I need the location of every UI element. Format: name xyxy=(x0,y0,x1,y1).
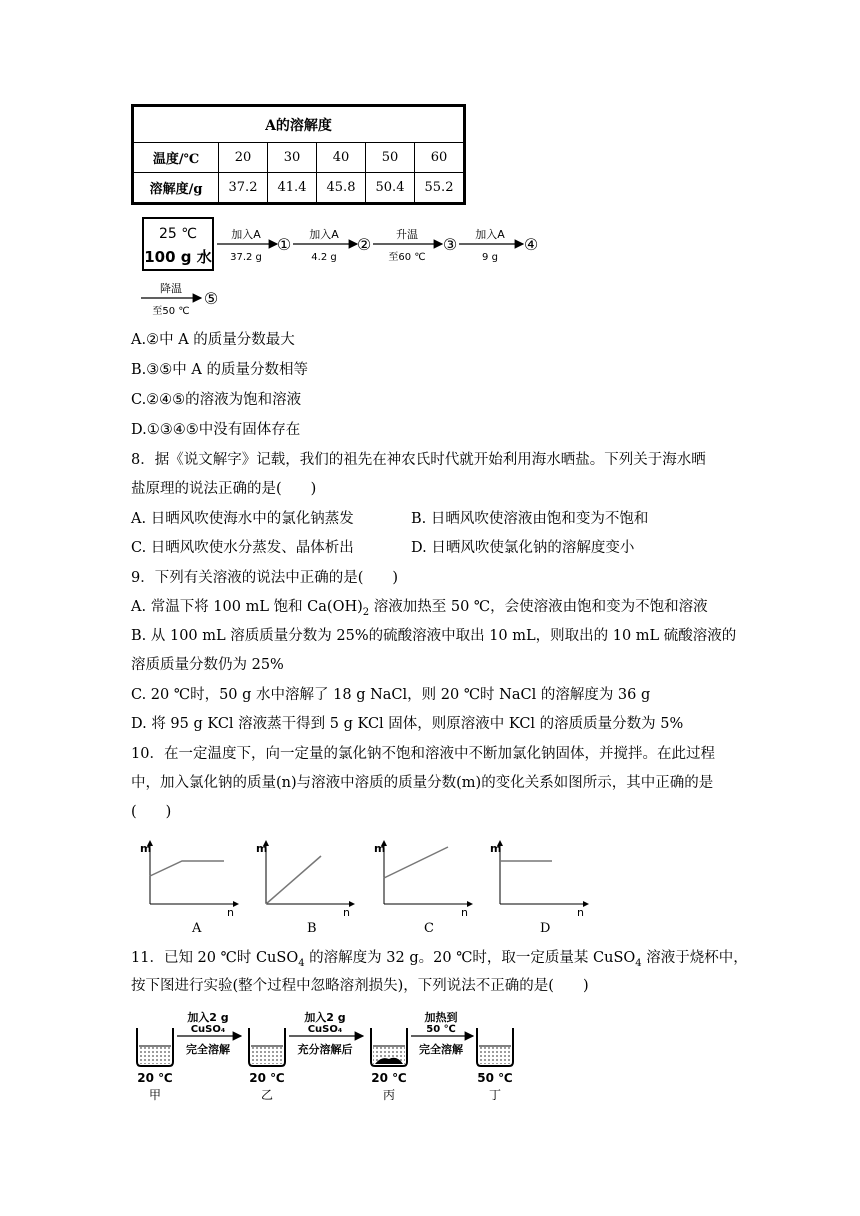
x-axis-label: n xyxy=(343,906,350,918)
q8-option-c: C. 日晒风吹使水分蒸发、晶体析出 xyxy=(131,540,354,556)
step-label: 加入A xyxy=(231,228,261,241)
x-axis-label: n xyxy=(577,906,584,918)
beaker-name: 甲 xyxy=(148,1088,162,1102)
q7-option-c: C.②④⑤的溶液为饱和溶液 xyxy=(131,392,302,408)
graph-label-d: D xyxy=(540,921,551,936)
arrow-label: CuSO₄ xyxy=(190,1024,226,1035)
q11-stem: 11．已知 20 ℃时 CuSO$_4$ 的溶解度为 32 g。20 ℃时，取一定质量某 CuSO$_4$ 溶液于烧杯中， xyxy=(131,950,748,969)
q8-stem: 8．据《说文解字》记载，我们的祖先在神农氏时代就开始利用海水晒盐。下列关于海水晒 xyxy=(131,452,706,468)
beaker-name: 丁 xyxy=(488,1088,502,1102)
q10-stem-paren: ( ) xyxy=(131,804,172,820)
beaker-ding xyxy=(477,1028,513,1066)
beaker-jia xyxy=(137,1028,173,1066)
arrow-label: 50 ℃ xyxy=(426,1024,456,1035)
arrow-label: 完全溶解 xyxy=(419,1043,463,1056)
table-row xyxy=(134,143,464,173)
curve-b xyxy=(266,856,321,904)
step-amount: 37.2 g xyxy=(230,252,262,263)
state-marker: ⑤ xyxy=(203,289,219,308)
table-cell: 60 xyxy=(415,143,464,173)
arrow-label: 加热到 xyxy=(424,1011,458,1024)
beaker-bing xyxy=(371,1028,407,1066)
beaker-temp: 20 ℃ xyxy=(371,1071,407,1085)
y-axis-label: m xyxy=(256,842,268,855)
graph-b xyxy=(256,841,354,918)
table-title: A的溶解度 xyxy=(134,107,464,143)
graph-c xyxy=(374,841,472,918)
table-cell: 40 xyxy=(317,143,366,173)
temperature-header: 温度/℃ xyxy=(134,143,219,173)
step-amount: 至50 ℃ xyxy=(152,306,190,317)
q10-graphs xyxy=(138,836,598,918)
q9-option-b-cont: 溶质质量分数仍为 25% xyxy=(131,657,284,673)
table-cell: 50.4 xyxy=(366,173,415,203)
beaker-name: 乙 xyxy=(260,1088,274,1102)
y-axis-label: m xyxy=(140,842,152,855)
q8-stem-cont: 盐原理的说法正确的是( ) xyxy=(131,481,317,497)
step-amount: 9 g xyxy=(482,252,498,263)
start-temp: 25 ℃ xyxy=(159,226,197,242)
state-marker: ④ xyxy=(523,235,539,254)
state-marker: ③ xyxy=(442,235,458,254)
curve-a xyxy=(150,861,224,876)
graph-label-b: B xyxy=(307,921,317,936)
q9-option-a: A. 常温下将 100 mL 饱和 $Ca(OH)_2$ 溶液加热至 50 ℃，会使溶液由饱和变为不饱和溶液 xyxy=(131,599,708,618)
solubility-header: 溶解度/g xyxy=(134,173,219,203)
step-label: 加入A xyxy=(309,228,339,241)
graph-a xyxy=(140,841,238,918)
table-cell: 55.2 xyxy=(415,173,464,203)
table-cell: 30 xyxy=(268,143,317,173)
q7-option-b: B.③⑤中 A 的质量分数相等 xyxy=(131,362,308,378)
q8-option-a: A. 日晒风吹使海水中的氯化钠蒸发 xyxy=(131,511,354,527)
beaker-temp: 50 ℃ xyxy=(477,1071,513,1085)
table-cell: 50 xyxy=(366,143,415,173)
step-amount: 4.2 g xyxy=(311,252,337,263)
q7-option-a: A.②中 A 的质量分数最大 xyxy=(131,332,295,348)
step-amount: 至60 ℃ xyxy=(388,252,426,263)
arrow-label: 完全溶解 xyxy=(186,1043,230,1056)
graph-label-a: A xyxy=(192,921,202,936)
y-axis-label: m xyxy=(490,842,502,855)
beaker-name: 丙 xyxy=(382,1088,396,1102)
table-cell: 37.2 xyxy=(219,173,268,203)
y-axis-label: m xyxy=(374,842,386,855)
step-label: 升温 xyxy=(396,228,418,241)
beaker-yi xyxy=(249,1028,285,1066)
q11-stem-cont: 按下图进行实验(整个过程中忽略溶剂损失)，下列说法不正确的是( ) xyxy=(131,978,589,994)
arrow-label: 充分溶解后 xyxy=(297,1043,353,1056)
q9-option-b: B. 从 100 mL 溶质质量分数为 25%的硫酸溶液中取出 10 mL，则取出的 10 mL 硫酸溶液的 xyxy=(131,628,737,644)
curve-c xyxy=(384,847,448,878)
q10-stem: 10．在一定温度下，向一定量的氯化钠不饱和溶液中不断加氯化钠固体，并搅拌。在此过程 xyxy=(131,746,715,762)
state-marker: ① xyxy=(276,235,292,254)
q9-stem: 9．下列有关溶液的说法中正确的是( ) xyxy=(131,570,399,586)
beaker-temp: 20 ℃ xyxy=(137,1071,173,1085)
q8-option-b: B. 日晒风吹使溶液由饱和变为不饱和 xyxy=(411,511,649,527)
solubility-table xyxy=(131,104,466,205)
q9-option-d: D. 将 95 g KCl 溶液蒸干得到 5 g KCl 固体，则原溶液中 KCl 的溶质质量分数为 5% xyxy=(131,716,684,732)
table-row xyxy=(134,173,464,203)
table-cell: 20 xyxy=(219,143,268,173)
arrow-label: 加入2 g xyxy=(187,1011,229,1024)
beaker-temp: 20 ℃ xyxy=(249,1071,285,1085)
x-axis-label: n xyxy=(461,906,468,918)
arrow-label: CuSO₄ xyxy=(307,1024,343,1035)
graph-label-c: C xyxy=(424,921,434,936)
start-water: 100 g 水 xyxy=(144,248,212,266)
state-marker: ② xyxy=(356,235,372,254)
q11-experiment-diagram xyxy=(131,1006,531,1106)
q8-option-d: D. 日晒风吹使氯化钠的溶解度变小 xyxy=(411,540,635,556)
table-cell: 41.4 xyxy=(268,173,317,203)
q9-option-c: C. 20 ℃时，50 g 水中溶解了 18 g NaCl，则 20 ℃时 NaCl 的溶解度为 36 g xyxy=(131,687,651,703)
table-cell: 45.8 xyxy=(317,173,366,203)
step-label: 降温 xyxy=(160,282,182,295)
q10-stem-cont: 中，加入氯化钠的质量(n)与溶液中溶质的质量分数(m)的变化关系如图所示，其中正确的是 xyxy=(131,775,714,791)
step-label: 加入A xyxy=(475,228,505,241)
arrow-label: 加入2 g xyxy=(304,1011,346,1024)
q7-option-d: D.①③④⑤中没有固体存在 xyxy=(131,422,301,438)
x-axis-label: n xyxy=(227,906,234,918)
graph-d xyxy=(490,841,588,918)
process-flow-diagram xyxy=(131,212,551,322)
